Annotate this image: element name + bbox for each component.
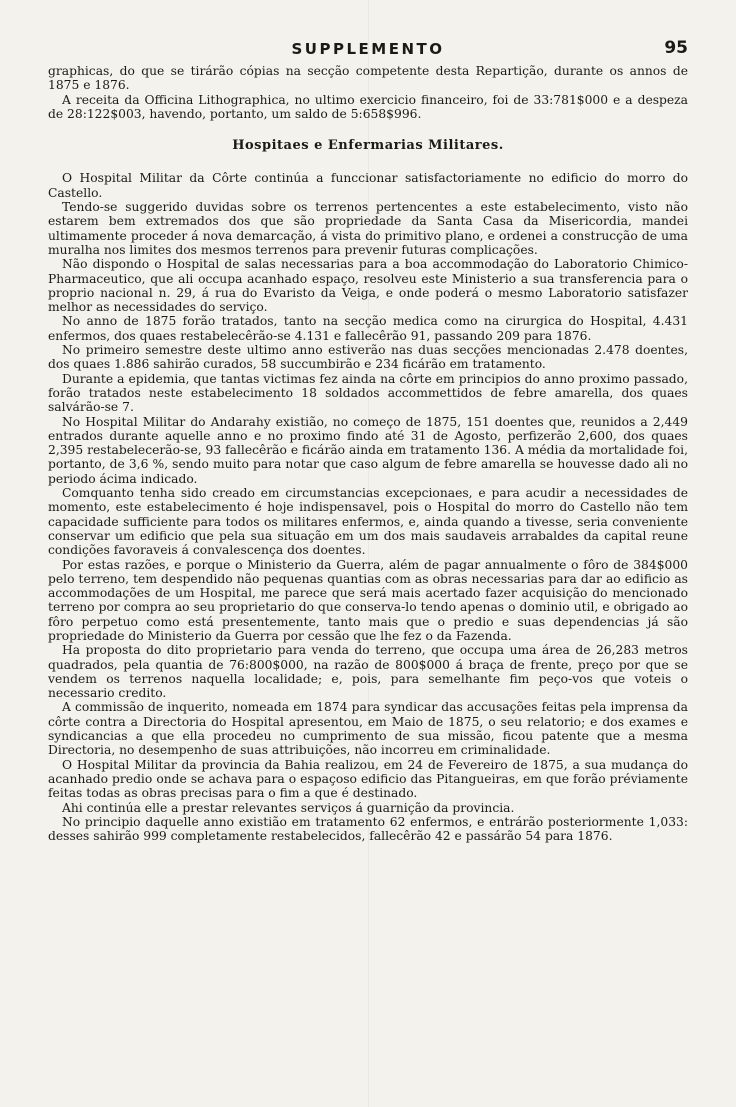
paragraph: No primeiro semestre deste ultimo anno estiverão nas duas secções mencionadas 2.478 doentes, dos quaes 1.886 sahirão curados, 58 succumbirão e 234 ficárão em tratamento.	[48, 343, 688, 372]
paragraph: O Hospital Militar da provincia da Bahia realizou, em 24 de Fevereiro de 1875, a sua mudança do acanhado predio onde se achava para o espaçoso edificio das Pitangueiras, em que forão préviamente feitas todas as obras precisas para o fim a que é destinado.	[48, 757, 688, 801]
paragraph: O Hospital Militar da Côrte continúa a funccionar satisfactoriamente no edificio do morro do Castello.	[48, 171, 688, 200]
section-heading: Hospitaes e Enfermarias Militares.	[232, 138, 504, 154]
paragraph: Comquanto tenha sido creado em circumstancias excepcionaes, e para acudir a necessidades de momento, este estabelecimento é hoje indispensavel, pois o Hospital do morro do Castello não tem capacidade sufficiente para todos os militares enfermos, e, ainda quando a tivesse, seria conveniente conservar um edificio que pela sua situação em um dos mais saudaveis arrabaldes da capital reune condições favoraveis á convalescença dos doentes.	[48, 486, 688, 558]
page-body	[48, 64, 688, 843]
paragraph: No Hospital Militar do Andarahy existião, no começo de 1875, 151 doentes que, reunidos a 2,449 entrados durante aquelle anno e no proximo findo até 31 de Agosto, perfizerão 2,600, dos quaes 2,395 restabelecerão-se, 93 fallecêrão e ficárão ainda em tratamento 136. A média da mortalidade foi, portanto, de 3,6 %, sendo muito para notar que caso algum de febre amarella se houvesse dado ali no periodo ácima indicado.	[48, 414, 688, 486]
paragraph: Não dispondo o Hospital de salas necessarias para a boa accommodação do Laboratorio Chimico-Pharmaceutico, que ali occupa acanhado espaço, resolveu este Ministerio a sua transferencia para o proprio nacional n. 29, á rua do Evaristo da Veiga, e onde poderá o mesmo Laboratorio satisfazer melhor as necessidades do serviço.	[48, 257, 688, 315]
paragraph: Ahi continúa elle a prestar relevantes serviços á guarnição da provincia.	[62, 800, 515, 815]
running-title: SUPPLEMENTO	[291, 40, 445, 58]
paragraph: A commissão de inquerito, nomeada em 1874 para syndicar das accusações feitas pela imprensa da côrte contra a Directoria do Hospital apresentou, em Maio de 1875, o seu relatorio; e dos exames e syndicancias a que ella procedeu no cumprimento de sua missão, ficou patente que a mesma Directoria, no desempenho de suas attribuições, não incorreu em criminalidade.	[48, 700, 688, 758]
page-number: 95	[664, 38, 688, 58]
page-header	[48, 40, 688, 64]
paragraph: Durante a epidemia, que tantas victimas fez ainda na côrte em principios do anno proximo passado, forão tratados neste estabelecimento 18 soldados accommettidos de febre amarella, dos quaes salvárão-se 7.	[48, 371, 688, 415]
paragraph-receita-lithographica: A receita da Officina Lithographica, no ultimo exercicio financeiro, foi de 33:781$000 e a despeza de 28:122$003, havendo, portanto, um saldo de 5:658$996.	[48, 92, 688, 121]
paragraph: Tendo-se suggerido duvidas sobre os terrenos pertencentes a este estabelecimento, visto não estarem bem extremados dos que são propriedade da Santa Casa da Misericordia, mandei ultimamente proceder á nova demarcação, á vista do primitivo plano, e ordenei a construcção de uma muralha nos limites dos mesmos terrenos para prevenir futuras complicações.	[48, 200, 688, 257]
continued-paragraph: graphicas, do que se tirárão cópias na secção competente desta Repartição, durante os annos de 1875 e 1876.	[48, 64, 688, 93]
paragraph: No principio daquelle anno existião em tratamento 62 enfermos, e entrárão posteriormente 1,033: desses sahirão 999 completamente restabelecidos, fallecêrão 42 e passárão 54 para 1876.	[48, 814, 688, 844]
paragraph: Ha proposta do dito proprietario para venda do terreno, que occupa uma área de 26,283 metros quadrados, pela quantia de 76:800$000, na razão de 800$000 á braça de frente, preço por que se vendem os terrenos naquella localidade; e, pois, para semelhante fim peço-vos que voteis o necessario credito.	[48, 643, 688, 701]
paragraph: Por estas razões, e porque o Ministerio da Guerra, além de pagar annualmente o fôro de 384$000 pelo terreno, tem despendido não pequenas quantias com as obras necessarias para dar ao edificio as accommodações de um Hospital, me parece que será mais acertado fazer acquisição do mencionado terreno por compra ao seu proprietario do que conserva-lo tendo apenas o dominio util, e obrigado ao fôro perpetuo como está presentemente, tanto mais que o predio e suas dependencias já são propriedade do Ministerio da Guerra por cessão que lhe fez o da Fazenda.	[48, 557, 688, 643]
paragraph: No anno de 1875 forão tratados, tanto na secção medica como na cirurgica do Hospital, 4.431 enfermos, dos quaes restabelecêrão-se 4.131 e fallecêrão 91, passando 209 para 1876.	[48, 314, 688, 343]
